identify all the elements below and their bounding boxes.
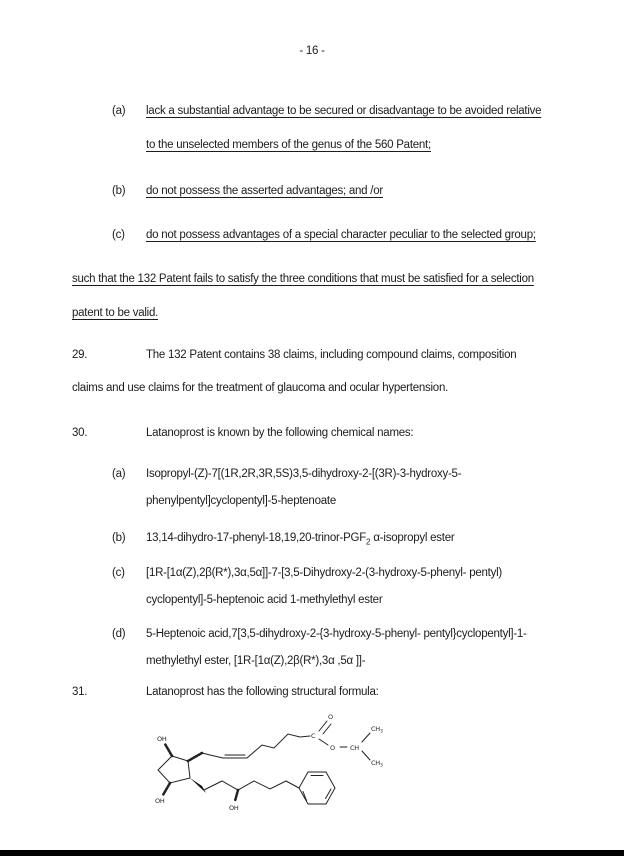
- list1-item-c-line1: do not possess advantages of a special character peculiar to the selected group;: [146, 229, 536, 241]
- ch3-label-bottom: $CH_3$: [371, 759, 383, 769]
- ch3-label-top: $CH_3$: [371, 725, 383, 735]
- bond-lines: [158, 721, 370, 804]
- chem-a-line2: phenylpentyl]cyclopentyl]-5-heptenoate: [146, 495, 336, 507]
- para30-text: Latanoprost is known by the following chemical names:: [146, 427, 414, 439]
- chem-a-line1: Isopropyl-(Z)-7[(1R,2R,3R,5S)3,5-dihydroxy-2-[(3R)-3-hydroxy-5-: [146, 468, 462, 480]
- chem-b-subscript: 2: [366, 537, 371, 547]
- list1-item-a-line2: to the unselected members of the genus of the 560 Patent;: [146, 139, 431, 151]
- atom-labels: [155, 713, 383, 812]
- para31-text: Latanoprost has the following structural formula:: [146, 686, 379, 698]
- carbonyl-c-label: C: [311, 732, 316, 740]
- list1-item-a-line1: lack a substantial advantage to be secured or disadvantage to be avoided relative: [146, 105, 542, 117]
- chem-b-line1: [146, 531, 454, 549]
- phenyl-ring: [299, 772, 335, 804]
- para29-number: 29.: [72, 349, 88, 361]
- chem-d-marker: (d): [112, 628, 126, 640]
- upper-chain: [202, 734, 310, 758]
- chem-d-line1: 5-Heptenoic acid,7[3,5-dihydroxy-2-{3-hydroxy-5-phenyl- pentyl}cyclopentyl]-1-: [146, 628, 527, 640]
- wedge-bond: [190, 778, 206, 793]
- chem-b-marker: (b): [112, 532, 126, 544]
- para30-number: 30.: [72, 427, 88, 439]
- list1-item-b-marker: (b): [112, 185, 126, 197]
- page-number: - 16 -: [299, 45, 325, 57]
- carbonyl-o-label: O: [328, 713, 333, 721]
- list1-item-a-marker: (a): [112, 105, 126, 117]
- para29-line2: claims and use claims for the treatment of glaucoma and ocular hypertension.: [72, 382, 449, 394]
- para29-line1: The 132 Patent contains 38 claims, including compound claims, composition: [146, 349, 517, 361]
- chem-c-line1: [1R-[1α(Z),2β(R*),3α,5α]]-7-[3,5-Dihydroxy-2-(3-hydroxy-5-phenyl- pentyl): [146, 567, 502, 579]
- list1-item-b-line1: do not possess the asserted advantages; and /or: [146, 185, 383, 197]
- chem-b-pre: 13,14-dihydro-17-phenyl-18,19,20-trinor-PGF: [146, 532, 367, 544]
- chem-c-marker: (c): [112, 567, 125, 579]
- chem-a-marker: (a): [112, 468, 126, 480]
- cyclopentane-ring: [158, 756, 190, 783]
- closing-line2: patent to be valid.: [72, 307, 159, 319]
- closing-line1: such that the 132 Patent fails to satisfy the three conditions that must be satisfied for a selection: [72, 273, 534, 285]
- chem-b-post: α-isopropyl ester: [370, 532, 455, 544]
- lower-chain: [204, 781, 299, 790]
- chem-c-line2: cyclopentyl]-5-heptenoic acid 1-methylethyl ester: [146, 594, 383, 606]
- oh-label-chain: OH: [229, 804, 239, 812]
- list1-item-c-marker: (c): [112, 229, 125, 241]
- oh-label-bottom: OH: [155, 797, 165, 805]
- oh-label-top: OH: [157, 735, 167, 743]
- latanoprost-structure-diagram: [140, 708, 460, 838]
- para31-number: 31.: [72, 686, 88, 698]
- chem-d-line2: methylethyl ester, [1R-[1α(Z),2β(R*),3α ,5α ]]-: [146, 655, 366, 667]
- ester-o-label: O: [330, 744, 335, 752]
- scan-edge-artifact: [0, 850, 624, 856]
- ch-label: CH: [350, 744, 359, 752]
